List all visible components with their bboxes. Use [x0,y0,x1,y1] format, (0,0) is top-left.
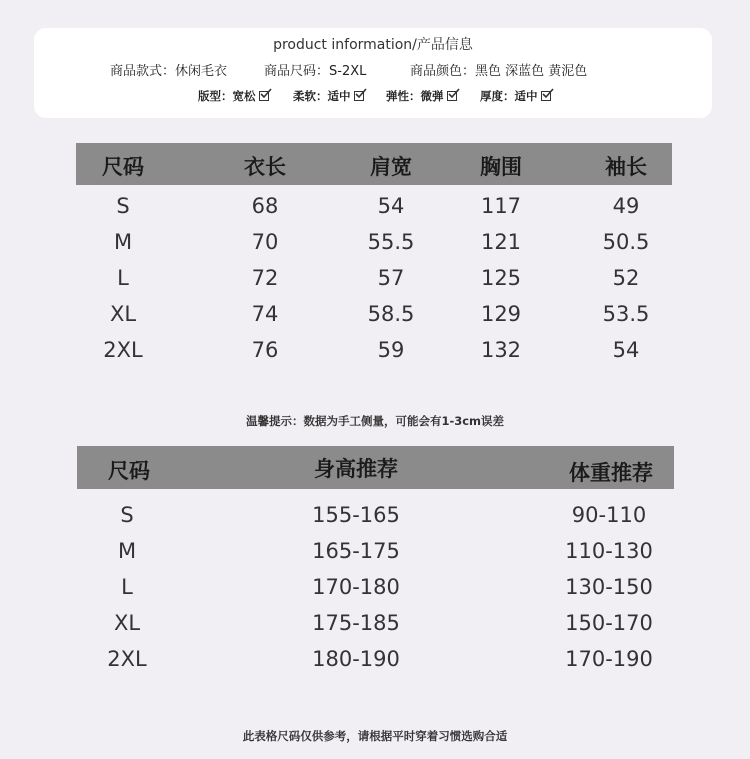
table-cell: 55.5 [367,230,415,254]
attribute-softness [293,88,364,104]
attribute-value: 适中 [514,89,538,103]
table-cell: 121 [480,230,522,254]
table-cell: 59 [377,338,405,362]
attribute-value: 微弹 [420,89,444,103]
footer-note: 此表格尺码仅供参考，请根据平时穿着习惯选购合适 [242,729,508,743]
attribute-label: 厚度： [480,89,515,103]
header-cell: 尺码 [108,459,150,483]
table-cell: L [117,266,129,290]
color-info [410,60,587,79]
checkbox-checked-icon [354,91,364,101]
attribute-value: 宽松 [232,89,256,103]
table-cell: 110-130 [565,539,653,563]
table-cell: 170-190 [565,647,653,671]
recommendation-table-header [77,446,674,489]
checkbox-checked-icon [447,91,457,101]
attribute-label: 版型： [198,89,233,103]
table-cell: 125 [480,266,522,290]
table-cell: 52 [612,266,640,290]
attribute-fit [198,88,269,104]
table-cell: 70 [251,230,279,254]
table-cell: 175-185 [312,611,400,635]
table-cell: 58.5 [367,302,415,326]
table-cell: 57 [377,266,405,290]
table-cell: 76 [251,338,279,362]
table-cell: 150-170 [565,611,653,635]
table-cell: 2XL [107,647,147,671]
table-cell: S [116,194,130,218]
table-cell: 130-150 [565,575,653,599]
size-table-header [76,143,672,185]
table-cell: 2XL [103,338,143,362]
style-value: 休闲毛衣 [175,64,228,79]
size-range-info [264,60,366,79]
recommendation-table [77,446,674,676]
attribute-label: 柔软： [293,89,328,103]
color-label: 商品颜色： [410,64,476,79]
table-cell: 68 [251,194,279,218]
measurement-tip: 温馨提示：数据为手工侧量，可能会有1-3cm误差 [245,414,505,428]
header-cell: 胸围 [480,155,522,179]
color-value: 黑色 深蓝色 黄泥色 [475,64,588,79]
table-cell: 74 [251,302,279,326]
size-range-label: 商品尺码： [264,64,330,79]
attribute-elasticity [386,88,457,104]
attribute-value: 适中 [327,89,351,103]
header-cell: 身高推荐 [314,457,398,481]
table-cell: 170-180 [312,575,400,599]
table-cell: XL [109,302,137,326]
attribute-label: 弹性： [386,89,421,103]
table-cell: 50.5 [602,230,650,254]
table-cell: 180-190 [312,647,400,671]
table-cell: 54 [377,194,405,218]
product-info-card [34,28,712,118]
table-cell: 72 [251,266,279,290]
checkbox-checked-icon [541,91,551,101]
table-cell: 54 [612,338,640,362]
table-cell: 53.5 [602,302,650,326]
checkbox-checked-icon [259,91,269,101]
header-cell: 衣长 [244,155,286,179]
table-cell: 117 [480,194,522,218]
table-cell: S [120,503,134,527]
table-cell: M [117,539,137,563]
product-info-title: product information/产品信息 [273,37,473,53]
header-cell: 体重推荐 [569,461,653,485]
header-cell: 肩宽 [370,155,412,179]
table-cell: M [113,230,133,254]
table-cell: 90-110 [571,503,647,527]
table-cell: XL [113,611,141,635]
table-cell: 49 [612,194,640,218]
table-cell: 155-165 [312,503,400,527]
style-info [110,60,227,79]
table-cell: 165-175 [312,539,400,563]
attribute-thickness [480,88,551,104]
size-range-value: S-2XL [329,64,367,79]
style-label: 商品款式： [110,64,176,79]
table-cell: 129 [480,302,522,326]
table-cell: L [121,575,133,599]
header-cell: 尺码 [102,155,144,179]
size-table [76,143,672,373]
header-cell: 袖长 [605,155,647,179]
table-cell: 132 [480,338,522,362]
